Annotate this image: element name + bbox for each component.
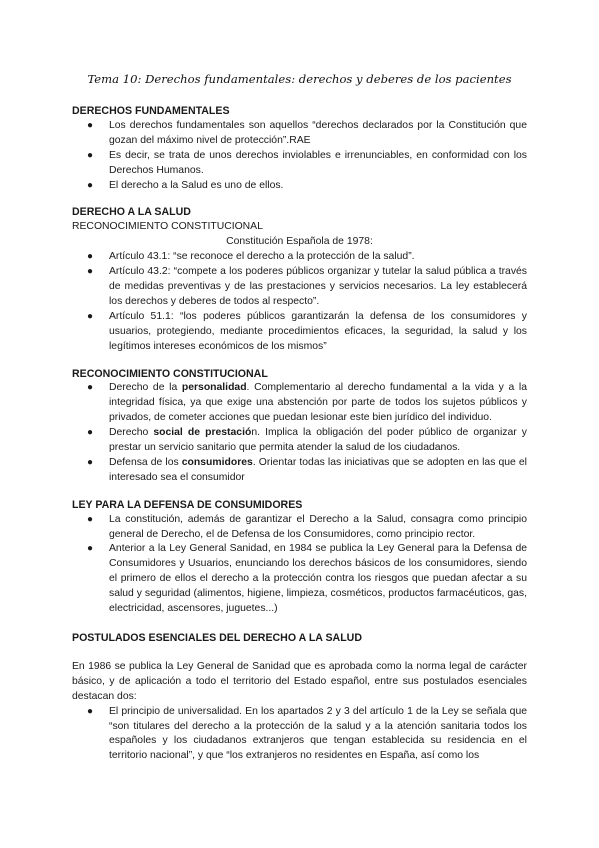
list-item-text: Artículo 43.2: “compete a los poderes públicos organizar y tutelar la salud pública a través de medidas preventivas y de las prestaciones y servicios necesarios. La ley establecerá los derechos y deberes de todos al respecto”. <box>109 266 527 307</box>
list-item <box>72 250 527 265</box>
list-item-text-post: n. Implica la obligación del poder público de organizar y prestar un servicio sanitario que permita atender la salud de los ciudadanos. <box>109 427 527 454</box>
centered-caption: Constitución Española de 1978: <box>226 236 373 248</box>
list-item <box>72 310 527 355</box>
bullet-icon: ● <box>87 543 94 555</box>
bullet-icon: ● <box>87 179 94 191</box>
list-item <box>72 705 527 765</box>
section-derechos-fundamentales <box>72 104 527 193</box>
list-item-text: Es decir, se trata de unos derechos inviolables e irrenunciables, en conformidad con los Derechos Humanos. <box>109 149 527 176</box>
list-item-text-pre: Defensa de los <box>109 456 182 468</box>
section-derecho-salud <box>72 205 527 354</box>
list-item <box>72 456 527 486</box>
list-item-text: La constitución, además de garantizar el Derecho a la Salud, consagra como principio general de Derecho, el de Defensa de los Consumidores, como principio rector. <box>109 513 527 540</box>
list-item <box>72 265 527 310</box>
section-subheading: RECONOCIMIENTO CONSTITUCIONAL <box>72 221 263 233</box>
list-item-text: Artículo 51.1: “los poderes públicos garantizarán la defensa de los consumidores y usuarios, protegiendo, mediante procedimientos eficaces, la seguridad, la salud y los legítimos intereses económicos de los mismos” <box>109 310 527 352</box>
list-item <box>72 426 527 456</box>
bullet-icon: ● <box>87 382 94 394</box>
section-ley-consumidores <box>72 498 527 617</box>
bullet-icon: ● <box>87 266 94 278</box>
bullet-list <box>72 119 527 194</box>
list-item-text-post: . Complementario al derecho fundamental a la vida y a la integridad física, ya que exige una abstención por parte de todos los sujetos públicos y privados, de cometer acciones que puedan lesionar este bien jurídico del individuo. <box>109 382 527 424</box>
list-item-text-pre: Derecho de la <box>109 382 182 394</box>
list-item <box>72 149 527 179</box>
list-item <box>72 513 527 543</box>
bullet-list <box>72 513 527 617</box>
section-reconocimiento-constitucional <box>72 367 527 486</box>
section-heading: RECONOCIMIENTO CONSTITUCIONAL <box>72 367 268 380</box>
bullet-list <box>72 705 527 765</box>
bullet-icon: ● <box>87 513 94 525</box>
list-item <box>72 381 527 426</box>
list-item-bold: social de prestació <box>153 427 252 439</box>
bullet-icon: ● <box>87 456 94 468</box>
list-item <box>72 179 527 194</box>
list-item <box>72 542 527 617</box>
section-heading: POSTULADOS ESENCIALES DEL DERECHO A LA SALUD <box>72 632 362 644</box>
section-heading: LEY PARA LA DEFENSA DE CONSUMIDORES <box>72 498 303 511</box>
bullet-icon: ● <box>87 149 94 161</box>
document-title: Tema 10: Derechos fundamentales: derechos y deberes de los pacientes <box>87 72 512 86</box>
section-postulados <box>72 631 527 764</box>
list-item-text: Artículo 43.1: “se reconoce el derecho a la protección de la salud”. <box>109 251 415 263</box>
list-item-bold: personalidad <box>181 382 247 394</box>
body-paragraph: En 1986 se publica la Ley General de Sanidad que es aprobada como la norma legal de carácter básico, y de aplicación a todo el territorio del Estado español, entre sus postulados esenciales destacan dos: <box>72 660 527 702</box>
bullet-icon: ● <box>87 119 94 131</box>
bullet-icon: ● <box>87 705 94 717</box>
list-item-text: El principio de universalidad. En los apartados 2 y 3 del artículo 1 de la Ley se señala que “son titulares del derecho a la protección de la salud y a la atención sanitaria todos los españoles y los ciudadanos extranjeros que tengan establecida su residencia en el territorio nacional”, y que “los extranjeros no residentes en España, así como los <box>109 705 527 762</box>
section-heading: DERECHO A LA SALUD <box>72 206 191 219</box>
list-item-text-post: . Orientar todas las iniciativas que se adopten en las que el interesado sea el consumidor <box>109 456 527 483</box>
list-item-text: El derecho a la Salud es uno de ellos. <box>109 179 284 191</box>
list-item-text-pre: Derecho <box>109 427 154 439</box>
bullet-list <box>72 381 527 485</box>
bullet-list <box>72 250 527 354</box>
list-item-bold: consumidores <box>181 456 253 468</box>
list-item-text: Los derechos fundamentales son aquellos “derechos declarados por la Constitución que gozan del máximo nivel de protección”.RAE <box>109 119 527 146</box>
list-item <box>72 119 527 149</box>
bullet-icon: ● <box>87 427 94 439</box>
bullet-icon: ● <box>87 310 94 322</box>
section-heading: DERECHOS FUNDAMENTALES <box>72 105 230 117</box>
list-item-text: Anterior a la Ley General Sanidad, en 1984 se publica la Ley General para la Defensa de Consumidores y Usuarios, enunciando los derechos básicos de los consumidores, siendo el primero de ellos el derecho a la protección contra los riesgos que puedan afectar a su salud y seguridad (alimentos, higiene, limpieza, cosméticos, productos farmacéuticos, gas, electricidad, ascensores, juguetes...) <box>109 543 527 615</box>
bullet-icon: ● <box>87 251 94 263</box>
